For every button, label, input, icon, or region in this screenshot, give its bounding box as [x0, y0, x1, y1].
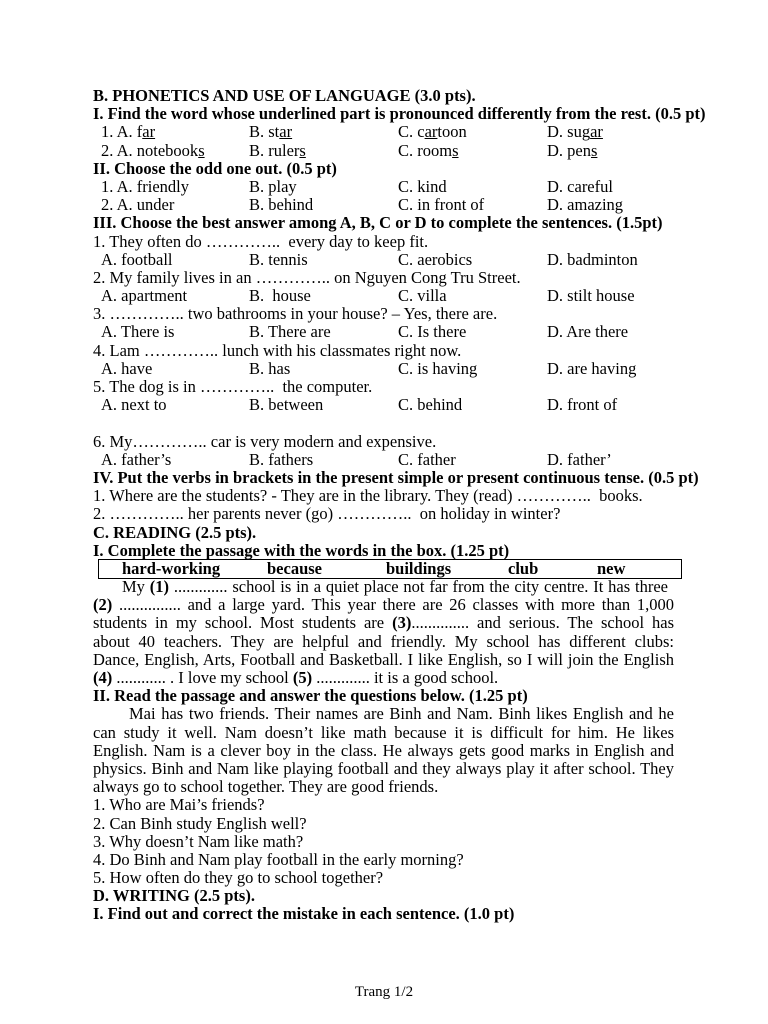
option-d: D. father’ [547, 449, 612, 469]
comprehension-question-1: 1. Who are Mai’s friends? [93, 795, 265, 815]
passage2-line-1: Mai has two friends. Their names are Binh and Nam. Binh likes English and he [129, 704, 674, 724]
option-c: C. kind [398, 176, 447, 196]
option-b: B. play [249, 176, 297, 196]
underlined-sound: s [198, 140, 205, 160]
passage-text: ............... and a large yard. This year there are 26 classes with more than 1,000 [112, 595, 674, 615]
option-a [101, 178, 189, 196]
word-start: notebook [136, 140, 199, 160]
option-d [547, 123, 603, 141]
passage1-line-3 [93, 614, 674, 632]
word-start: f [136, 122, 143, 142]
reading-part1-instruction: I. Complete the passage with the words in the box. (1.25 pt) [93, 540, 510, 560]
word-box-item: new [597, 559, 626, 579]
word-box-item: because [267, 559, 322, 579]
option-c [398, 142, 459, 160]
option-d: D. front of [547, 395, 618, 415]
option-a: A. apartment [101, 286, 188, 306]
verb-tense-question-1: 1. Where are the students? - They are in the library. They (read) ………….. books. [93, 486, 643, 506]
underlined-sound: ar [279, 122, 293, 142]
word-box [98, 559, 682, 579]
option-b [249, 123, 292, 141]
option-a [101, 142, 205, 160]
option-letter: A. [116, 140, 133, 160]
option-c: C. villa [398, 286, 447, 306]
option-c [398, 123, 467, 141]
passage1-line-2 [93, 596, 674, 614]
question-stem-5: 5. The dog is in ………….. the computer. [93, 377, 373, 396]
odd-one-out-question-1 [93, 178, 693, 196]
word-box-item: club [508, 559, 539, 579]
passage2-line-3: English. Nam is a clever boy in the class. He always gets good marks in English and [93, 740, 674, 760]
underlined-sound: ar [590, 122, 603, 142]
question-stem-3: 3. ………….. two bathrooms in your house? – Yes, there are. [93, 304, 498, 324]
option-a: A. have [101, 358, 153, 378]
underlined-sound: ar [142, 122, 156, 142]
option-letter: C. [398, 140, 414, 160]
option-c: C. father [398, 449, 456, 469]
underlined-sound: s [299, 140, 306, 160]
option-a: A. football [101, 249, 173, 269]
underlined-sound: s [452, 140, 459, 160]
option-d [547, 142, 597, 160]
option-d: D. amazing [547, 195, 624, 215]
answer-options-3 [93, 323, 693, 341]
option-b: B. There are [249, 322, 331, 342]
option-b: B. between [249, 395, 324, 415]
passage2-line-5: always go to school together. They are good friends. [93, 777, 439, 797]
option-letter: B. [249, 122, 265, 142]
option-letter: D. [547, 140, 564, 160]
blank-number: (4) [93, 668, 113, 687]
word-box-item: hard-working [122, 559, 221, 579]
question-stem-2: 2. My family lives in an ………….. on Nguyen Cong Tru Street. [93, 267, 521, 287]
passage-text: ............. it is a good school. [312, 668, 499, 687]
odd-one-out-question-2 [93, 196, 693, 214]
word-start: pen [567, 140, 591, 160]
phonetics-part2-instruction: II. Choose the odd one out. (0.5 pt) [93, 158, 337, 178]
exam-page [93, 86, 706, 924]
phonetics-part3-instruction: III. Choose the best answer among A, B, C or D to complete the sentences. (1.5pt) [93, 213, 663, 233]
answer-options-2 [93, 287, 693, 305]
answer-options-4 [93, 360, 693, 378]
passage1-line-4 [93, 633, 674, 651]
option-c: C. aerobics [398, 249, 473, 269]
section-heading-reading: C. READING (2.5 pts). [93, 522, 257, 542]
passage-text: My [122, 577, 150, 597]
option-b [249, 142, 306, 160]
phonetics-part4-instruction: IV. Put the verbs in brackets in the present simple or present continuous tense. (0.5 pt) [93, 467, 699, 487]
word-start: sug [567, 122, 591, 142]
reading-part2-instruction: II. Read the passage and answer the questions below. (1.25 pt) [93, 686, 528, 706]
question-stem-4: 4. Lam ………….. lunch with his classmates right now. [93, 340, 462, 360]
section-heading-phonetics: B. PHONETICS AND USE OF LANGUAGE (3.0 pts). [93, 86, 476, 105]
option-letter: C. [398, 122, 414, 142]
option-a [101, 196, 174, 214]
writing-part1-instruction: I. Find out and correct the mistake in each sentence. (1.0 pt) [93, 904, 515, 924]
word-end: toon [437, 122, 467, 142]
option-b: B. house [249, 286, 311, 306]
verb-tense-question-2: 2. ………….. her parents never (go) ………….. on holiday in winter? [93, 504, 561, 524]
question-stem-1: 1. They often do ………….. every day to keep fit. [93, 231, 429, 251]
option-a: A. father’s [101, 449, 172, 469]
option-c: C. Is there [398, 322, 467, 342]
option-b: B. behind [249, 195, 314, 215]
blank-line [93, 414, 693, 432]
phonetics-part1-instruction: I. Find the word whose underlined part is pronounced differently from the rest. (0.5 pt) [93, 104, 706, 124]
option-c: C. is having [398, 358, 478, 378]
answer-options-1 [93, 251, 693, 269]
question-number: 2. [101, 140, 114, 160]
question-stem-6: 6. My………….. car is very modern and expensive. [93, 431, 437, 451]
option-b: B. tennis [249, 249, 308, 269]
underlined-sound: s [591, 140, 598, 160]
passage-text: students in my school. Most students are [93, 613, 393, 633]
pronunciation-question-2 [93, 142, 693, 160]
pronunciation-question-1 [93, 123, 693, 141]
option-a [101, 123, 155, 141]
answer-options-5 [93, 396, 693, 414]
option-b: B. fathers [249, 449, 314, 469]
word-start: c [417, 122, 425, 142]
word-box-item: buildings [386, 559, 452, 579]
passage1-line-6 [93, 669, 674, 687]
blank-number: (3) [392, 613, 412, 633]
option-d: D. Are there [547, 322, 629, 342]
option-letter: B. [249, 140, 265, 160]
blank-number: (1) [149, 577, 170, 597]
option-c: C. in front of [398, 195, 485, 215]
question-number: 2. [101, 195, 114, 215]
option-letter: D. [547, 122, 564, 142]
option-a: A. There is [101, 322, 175, 342]
passage-text: ............. school is in a quiet place not far from the city centre. It has three [169, 577, 668, 597]
page-number: Trang 1/2 [354, 984, 414, 1000]
passage-text: .............. and serious. The school has [411, 613, 674, 633]
comprehension-question-3: 3. Why doesn’t Nam like math? [93, 831, 304, 851]
passage-text: Dance, English, Arts, Football and Basketball. I like English, so I will join the English [93, 649, 674, 669]
comprehension-question-4: 4. Do Binh and Nam play football in the early morning? [93, 849, 464, 869]
question-number: 1. [101, 176, 114, 196]
option-d: D. are having [547, 358, 637, 378]
option-text: A. friendly [116, 176, 189, 196]
word-start: room [417, 140, 453, 160]
option-b: B. has [249, 358, 291, 378]
answer-options-6 [93, 451, 693, 469]
comprehension-question-2: 2. Can Binh study English well? [93, 813, 307, 833]
option-d: D. badminton [547, 249, 638, 269]
passage-text: ............ . I love my school [112, 668, 293, 687]
passage2-line-2: can study it well. Nam doesn’t like math because it is difficult for him. He likes [93, 722, 674, 742]
underlined-sound: ar [424, 122, 438, 142]
blank-number: (5) [292, 668, 313, 687]
passage1-line-5 [93, 651, 674, 669]
passage-text: about 40 teachers. They are helpful and friendly. My school has different clubs: [93, 631, 674, 651]
blank-number: (2) [93, 595, 113, 615]
option-d: D. careful [547, 176, 613, 196]
option-a: A. next to [101, 395, 167, 415]
question-number: 1. [101, 122, 114, 142]
passage1-line-1 [93, 578, 668, 596]
word-start: ruler [268, 140, 300, 160]
option-d: D. stilt house [547, 286, 635, 306]
section-heading-writing: D. WRITING (2.5 pts). [93, 886, 255, 906]
option-c: C. behind [398, 395, 463, 415]
passage2-line-4: physics. Binh and Nam like playing football and they always play it after school. They [93, 758, 674, 778]
option-text: A. under [116, 195, 175, 215]
comprehension-question-5: 5. How often do they go to school together? [93, 868, 384, 888]
option-letter: A. [116, 122, 133, 142]
word-box-line [93, 560, 693, 578]
word-start: st [268, 122, 280, 142]
